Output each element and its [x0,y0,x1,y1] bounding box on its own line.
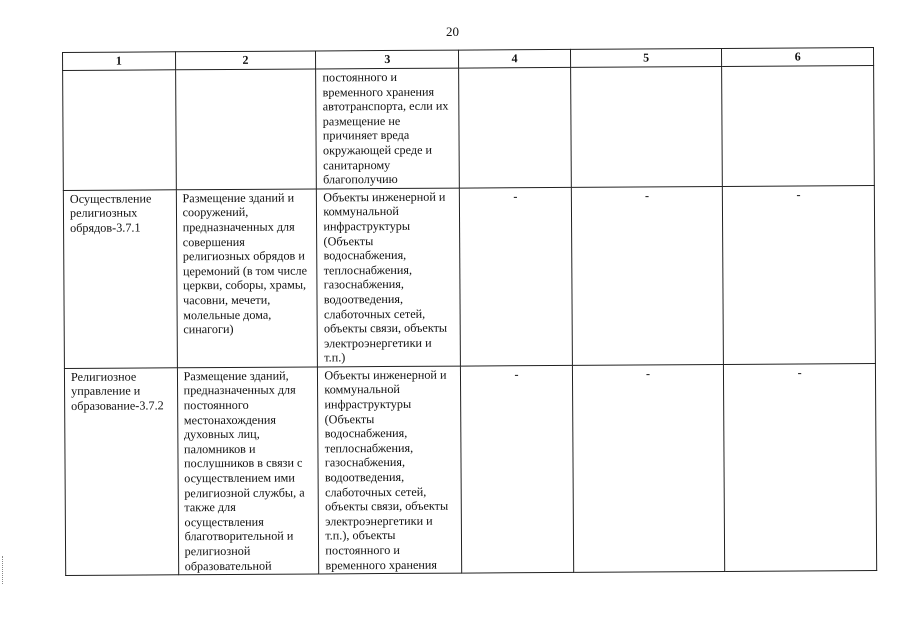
table-row-religious-management [64,363,876,575]
land-use-table-container [62,47,877,576]
column-header-3: 3 [316,50,459,69]
table-cell [570,66,722,187]
table-cell: Размещение зданий, предназначенных для постоянного местонахождения духовных лиц, паломников и послушников в связи с осуществлением ими религиозной службы, а также для осуществления благотворительной и религиозной образовательной [177,367,319,575]
table-cell: Объекты инженерной и коммунальной инфраструктуры (Объекты водоснабжения, теплоснабжения, газоснабжения, водоотведения, слаботочных сетей, объекты связи, объекты электроэнергетики и т.п.), объекты постоянного и временного хранения [318,366,462,574]
table-cell: - [460,187,573,366]
column-header-2: 2 [175,51,316,70]
table-cell: - [723,185,876,364]
table-cell [459,67,571,187]
column-header-1: 1 [63,52,176,71]
column-header-5: 5 [570,48,722,67]
table-cell [722,66,874,187]
table-row-continuation [63,66,875,191]
table-row-religious-rites [63,185,875,368]
table-cell: Объекты инженерной и коммунальной инфраструктуры (Объекты водоснабжения, теплоснабжения, газоснабжения, водоотведения, слаботочных сетей, объекты связи, объекты электроэнергетики и т.п.) [317,188,461,367]
table-cell: Осуществление религиозных обрядов-3.7.1 [63,190,177,369]
table-cell: постоянного и временного хранения автотранспорта, если их размещение не причиняет вреда окружающей среде и санитарному благополучию [316,68,460,189]
table-cell: - [572,364,725,572]
table-cell: Религиозное управление и образование-3.7.2 [64,368,178,576]
table-cell: - [571,186,724,365]
scan-artifact [2,556,6,584]
table-cell [175,69,316,190]
table-cell: - [461,365,574,573]
column-header-6: 6 [722,48,874,67]
land-use-table [62,47,877,576]
table-cell: - [724,363,877,571]
table-cell: Размещение зданий и сооружений, предназначенных для совершения религиозных обрядов и церемоний (в том числе церкви, соборы, храмы, часовни, мечети, молельные дома, синагоги) [176,189,318,368]
page-number: 20 [446,24,459,39]
table-cell [63,70,176,190]
column-header-4: 4 [459,49,571,68]
